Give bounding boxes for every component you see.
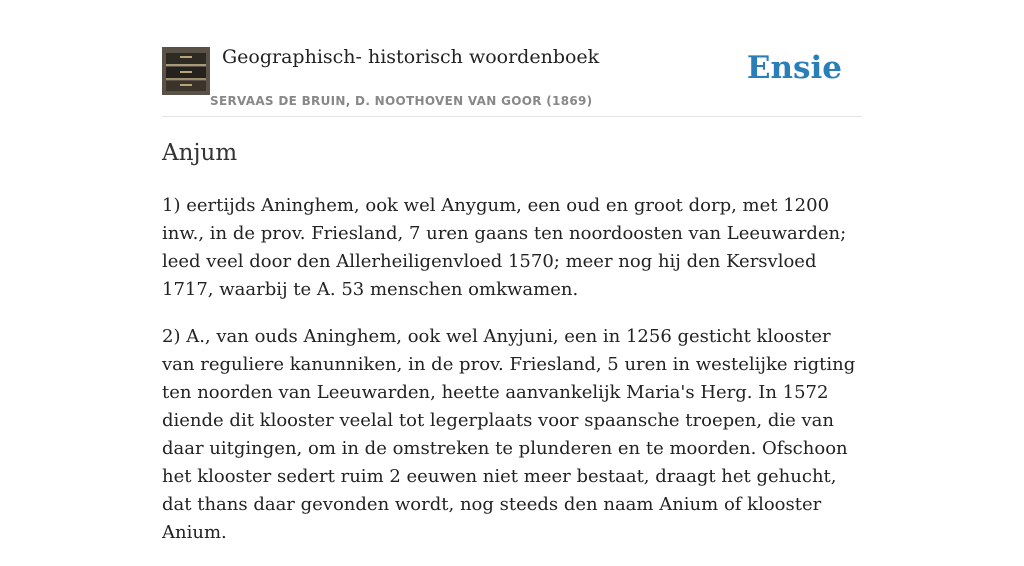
brand-logo-link[interactable]: Ensie (746, 50, 842, 86)
entry-paragraph: 2) A., van ouds Aninghem, ook wel Anyjuni, een in 1256 gesticht klooster van reguliere kanunniken, in de prov. Friesland, 5 uren in westelijke rigting ten noorden van Leeuwarden, heette aanvankelijk Maria's Herg. In 1572 diende dit klooster veelal tot legerplaats voor spaansche troepen, die van daar uitgingen, om in de omstreken te plunderen en te moorden. Ofschoon het klooster sedert ruim 2 eeuwen niet meer bestaat, draagt het gehucht, dat thans daar gevonden wordt, nog steeds den naam Anium of klooster Anium. (162, 326, 856, 543)
book-spines-icon[interactable] (162, 47, 210, 95)
book-title[interactable]: Geographisch- historisch woordenboek (222, 46, 600, 68)
book-authors: SERVAAS DE BRUIN, D. NOOTHOVEN VAN GOOR (1869) (210, 94, 593, 108)
entry-paragraph: 1) eertijds Aninghem, ook wel Anygum, een oud en groot dorp, met 1200 inw., in de prov. Friesland, 7 uren gaans ten noordoosten van Leeuwarden; leed veel door den Allerheiligenvloed 1570; meer nog hij den Kersvloed 1717, waarbij te A. 53 menschen omkwamen. (162, 195, 847, 300)
entry-content (162, 192, 866, 566)
entry-title: Anjum (162, 140, 238, 166)
header (162, 40, 862, 117)
